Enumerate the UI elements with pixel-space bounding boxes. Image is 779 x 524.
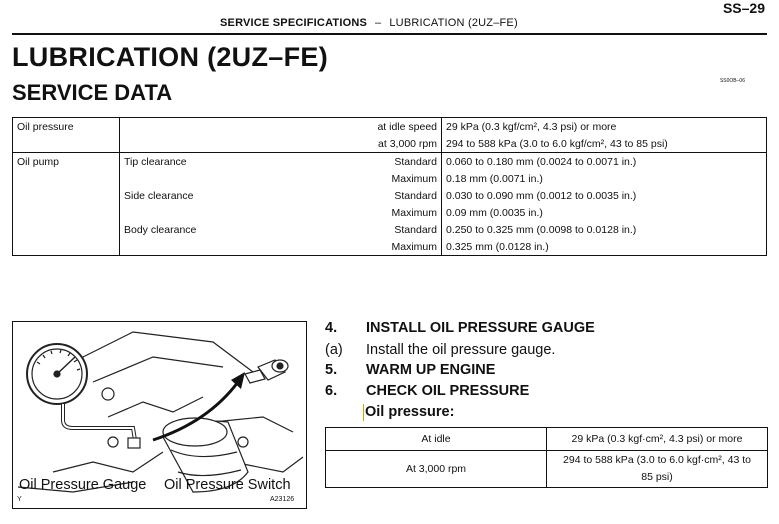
step-number: (a): [325, 342, 343, 358]
step-number: 6.: [325, 383, 338, 399]
value-cell: 0.030 to 0.090 mm (0.0012 to 0.0035 in.): [446, 189, 637, 202]
limit-label: Maximum: [228, 204, 442, 221]
oil-pressure-spec-table: [325, 427, 768, 488]
limit-label: Standard: [228, 187, 442, 204]
page-number: SS–29: [722, 0, 765, 16]
table-row: [13, 221, 767, 238]
table-row: [13, 170, 767, 187]
item-name: Tip clearance: [120, 153, 229, 171]
edit-mark: [363, 404, 364, 421]
header-section: SERVICE SPECIFICATIONS: [220, 17, 368, 29]
table-row: [326, 428, 768, 451]
value-cell: 29 kPa (0.3 kgf/cm², 4.3 psi) or more: [446, 120, 617, 133]
illustration-code: A23126: [270, 496, 295, 503]
illustration-corner-mark: Y: [17, 496, 22, 503]
step-text: CHECK OIL PRESSURE: [366, 383, 530, 399]
value-cell: 0.060 to 0.180 mm (0.0024 to 0.0071 in.): [442, 153, 767, 171]
step-number: 4.: [325, 320, 338, 336]
step-text: WARM UP ENGINE: [366, 362, 496, 378]
table-row: [13, 204, 767, 221]
value-cell: 0.18 mm (0.0071 in.): [446, 172, 543, 185]
section-subtitle: SERVICE DATA: [12, 80, 173, 105]
limit-label: Maximum: [228, 170, 442, 187]
running-header: [220, 17, 518, 29]
step-text: Install the oil pressure gauge.: [366, 342, 556, 358]
caption-oil-pressure-gauge: Oil Pressure Gauge: [19, 477, 147, 493]
oil-pressure-label: Oil pressure: [13, 118, 120, 136]
value-cell: 0.250 to 0.325 mm (0.0098 to 0.0128 in.): [446, 223, 637, 236]
limit-label: Standard: [228, 221, 442, 238]
item-name: Side clearance: [124, 189, 194, 202]
value-cell: 294 to 588 kPa (3.0 to 6.0 kgf·cm², 43 to 85 psi): [547, 451, 768, 488]
value-cell: 29 kPa (0.3 kgf·cm², 4.3 psi) or more: [547, 428, 768, 451]
oil-pressure-heading: Oil pressure:: [365, 404, 455, 420]
oil-pump-label: Oil pump: [13, 153, 120, 171]
limit-label: Maximum: [228, 238, 442, 256]
table-row: [13, 238, 767, 256]
table-row: [13, 118, 767, 136]
value-cell: 0.09 mm (0.0035 in.): [446, 206, 543, 219]
condition-cell: at idle speed: [228, 118, 442, 136]
condition-cell: at 3,000 rpm: [228, 135, 442, 153]
condition-cell: At 3,000 rpm: [326, 451, 547, 488]
condition-cell: At idle: [326, 428, 547, 451]
value-cell: 0.325 mm (0.0128 in.): [446, 240, 549, 253]
header-rule: [12, 33, 767, 35]
table-row: [326, 451, 768, 488]
table-row: [13, 135, 767, 153]
value-cell: 294 to 588 kPa (3.0 to 6.0 kgf/cm², 43 to 85 psi): [446, 137, 668, 150]
document-code: SS0OB–06: [719, 78, 745, 84]
caption-oil-pressure-switch: Oil Pressure Switch: [164, 477, 291, 493]
step-number: 5.: [325, 362, 338, 378]
header-separator: –: [375, 17, 382, 29]
table-row: [13, 153, 767, 171]
item-name: Body clearance: [124, 223, 197, 236]
page-title: LUBRICATION (2UZ–FE): [12, 42, 328, 72]
header-topic: LUBRICATION (2UZ–FE): [389, 17, 518, 29]
limit-label: Standard: [228, 153, 442, 171]
table-row: [13, 187, 767, 204]
service-data-table: [12, 117, 767, 256]
step-text: INSTALL OIL PRESSURE GAUGE: [366, 320, 595, 336]
